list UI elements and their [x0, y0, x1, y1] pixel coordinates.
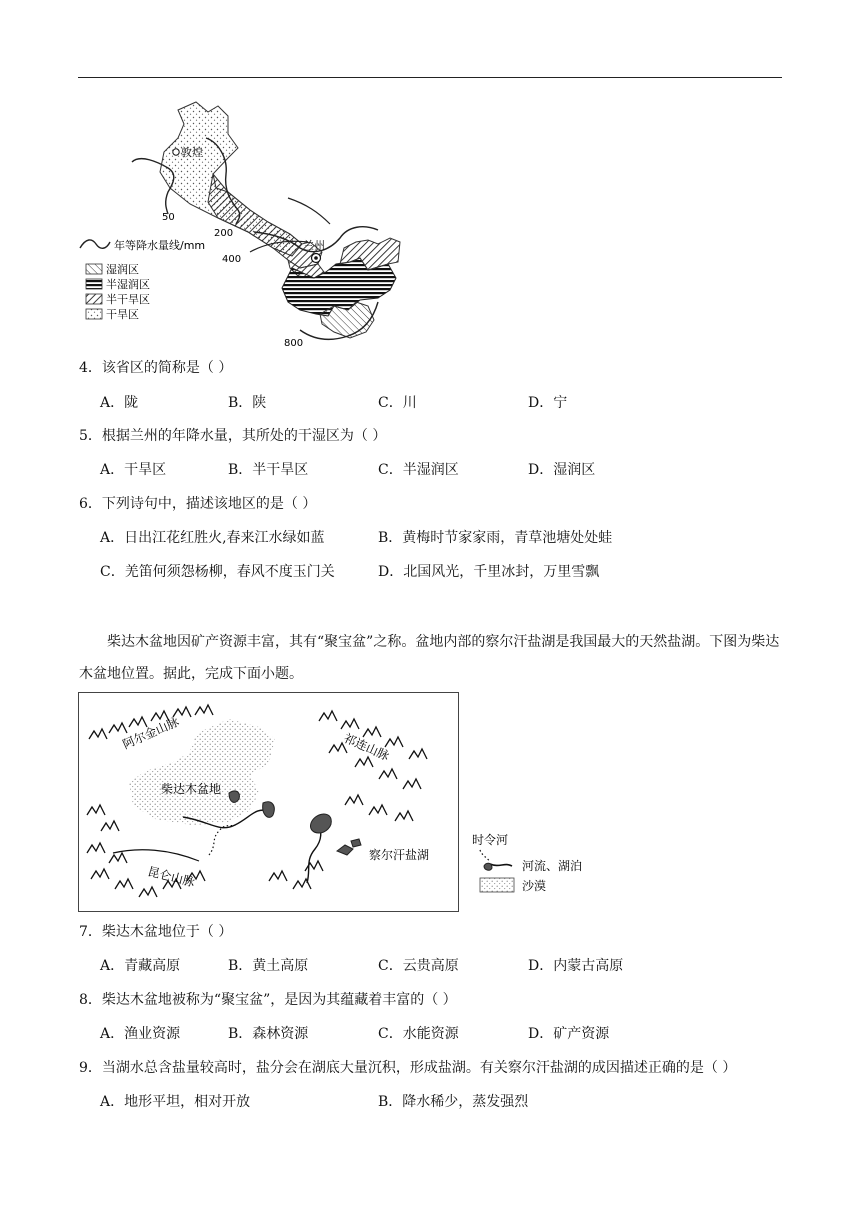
- legend-arid: 干旱区: [106, 308, 139, 321]
- header-rule: [78, 77, 782, 78]
- q7-option-d[interactable]: D．内蒙古高原: [528, 958, 624, 974]
- q7-option-c[interactable]: C．云贵高原: [378, 958, 459, 974]
- lake: [229, 791, 239, 802]
- q5-option-c[interactable]: C．半湿润区: [378, 462, 459, 478]
- gansu-climate-map: [78, 92, 408, 352]
- qaidam-map: [79, 693, 458, 911]
- legend-isoline: 年等降水量线/mm: [114, 239, 206, 252]
- qarhan-salt-lake: [310, 814, 331, 833]
- q8-option-a[interactable]: A．渔业资源: [100, 1026, 181, 1042]
- passage: [79, 626, 783, 690]
- q8-option-b[interactable]: B．森林资源: [228, 1026, 309, 1042]
- dunhuang-label: 敦煌: [181, 146, 203, 159]
- q4-option-b[interactable]: B．陕: [228, 395, 267, 411]
- q8-option-c[interactable]: C．水能资源: [378, 1026, 459, 1042]
- q5-option-d[interactable]: D．湿润区: [528, 462, 596, 478]
- q4-option-a[interactable]: A．陇: [100, 395, 139, 411]
- q4-option-c[interactable]: C．川: [378, 395, 417, 411]
- qaidam-map-frame: [78, 692, 459, 912]
- q6-option-a[interactable]: A．日出江花红胜火,春来江水绿如蓝: [100, 530, 325, 546]
- iso-800-label: 800: [284, 338, 304, 349]
- passage-text: 柴达木盆地因矿产资源丰富，其有“聚宝盆”之称。盆地内部的察尔汗盐湖是我国最大的天然盐湖。下图为柴达木盆地位置。据此，完成下面小题。: [79, 634, 780, 682]
- legend-humid: 湿润区: [106, 263, 139, 276]
- iso-50-label: 50: [162, 212, 175, 223]
- q5-option-b[interactable]: B．半干旱区: [228, 462, 309, 478]
- question-5: 5．根据兰州的年降水量，其所处的干湿区为（ ）: [79, 428, 387, 444]
- qaidam-legend: [466, 830, 606, 902]
- q8-option-d[interactable]: D．矿产资源: [528, 1026, 610, 1042]
- question-9: 9．当湖水总含盐量较高时，盐分会在湖底大量沉积，形成盐湖。有关察尔汗盐湖的成因描述正确的是（ ）: [79, 1060, 737, 1076]
- q9-option-b[interactable]: B．降水稀少，蒸发强烈: [378, 1094, 529, 1110]
- iso-400-label: 400: [222, 254, 242, 265]
- qaidam-label: 柴达木盆地: [161, 782, 222, 796]
- q9-option-a[interactable]: A．地形平坦，相对开放: [100, 1094, 251, 1110]
- q6-option-c[interactable]: C．羌笛何须怨杨柳，春风不度玉门关: [100, 564, 335, 580]
- q6-option-b[interactable]: B．黄梅时节家家雨，青草池塘处处蛙: [378, 530, 613, 546]
- qilian-label: 祁连山脉: [341, 730, 392, 764]
- altun-label: 阿尔金山脉: [120, 714, 182, 752]
- question-7: 7．柴达木盆地位于（ ）: [79, 924, 233, 940]
- isoline-50: [132, 159, 174, 214]
- q7-option-b[interactable]: B．黄土高原: [228, 958, 309, 974]
- seasonal-river: [209, 825, 235, 855]
- iso-200-label: 200: [214, 228, 234, 239]
- q5-option-a[interactable]: A．干旱区: [100, 462, 167, 478]
- q6-option-d[interactable]: D．北国风光，千里冰封，万里雪飘: [378, 564, 600, 580]
- legend-semi-humid: 半湿润区: [106, 278, 150, 291]
- legend-semi-arid: 半干旱区: [106, 293, 150, 306]
- kunlun-label: 昆仑山脉: [146, 864, 197, 890]
- q7-option-a[interactable]: A．青藏高原: [100, 958, 181, 974]
- legend-river-lake: 河流、湖泊: [522, 859, 583, 873]
- q4-option-d[interactable]: D．宁: [528, 395, 568, 411]
- question-6: 6．下列诗句中，描述该地区的是（ ）: [79, 496, 317, 512]
- question-8: 8．柴达木盆地被称为“聚宝盆”，是因为其蕴藏着丰富的（ ）: [79, 992, 457, 1008]
- legend-desert: 沙漠: [522, 879, 547, 893]
- lanzhou-label: 兰州: [303, 239, 325, 252]
- question-4: 4．该省区的简称是（ ）: [79, 360, 233, 376]
- legend-seasonal-river: 时令河: [472, 833, 509, 847]
- qarhan-label: 察尔汗盐湖: [369, 848, 430, 862]
